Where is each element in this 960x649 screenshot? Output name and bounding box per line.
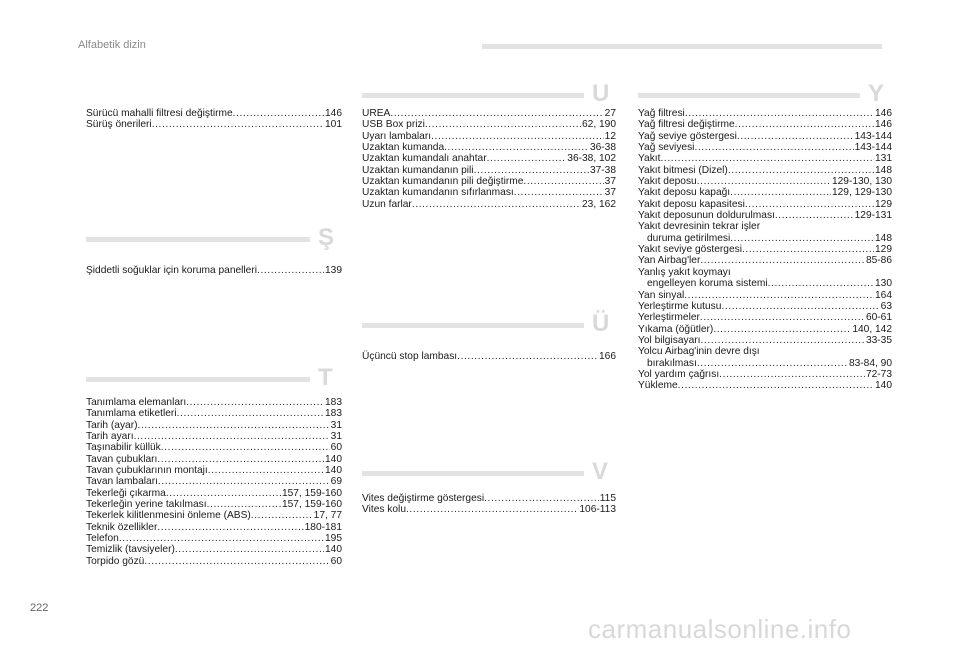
dot-leader bbox=[700, 255, 865, 266]
index-entry bbox=[362, 176, 616, 187]
index-entry-text: Tekerleğin yerine takılması bbox=[86, 499, 207, 511]
dot-leader bbox=[161, 442, 330, 453]
index-entry-page: 36-38, 102 bbox=[567, 153, 616, 165]
dot-leader bbox=[700, 335, 864, 346]
section-header-v bbox=[362, 458, 616, 486]
dot-leader bbox=[431, 131, 604, 142]
dot-leader bbox=[166, 488, 281, 499]
index-entry-page: 36-38 bbox=[589, 142, 616, 154]
index-entry-text: Tarih ayarı bbox=[86, 431, 134, 443]
index-entry bbox=[638, 358, 892, 369]
dot-leader bbox=[175, 544, 324, 555]
index-entry-page: 37-38 bbox=[589, 164, 616, 176]
dot-leader bbox=[412, 199, 581, 210]
index-entry-text: Yakıt bbox=[638, 153, 661, 165]
dot-leader bbox=[157, 454, 324, 465]
index-entry bbox=[362, 199, 616, 210]
index-entry bbox=[638, 255, 892, 266]
index-entry bbox=[86, 454, 342, 465]
index-entry bbox=[86, 499, 342, 510]
index-entry-text: duruma getirilmesi bbox=[647, 232, 731, 244]
section-header-s-cedilla bbox=[86, 224, 342, 252]
index-entry bbox=[638, 199, 892, 210]
section-letter: T bbox=[318, 364, 333, 391]
dot-leader bbox=[768, 278, 874, 289]
dot-leader bbox=[697, 358, 848, 369]
dot-leader bbox=[457, 351, 598, 362]
index-entry bbox=[86, 556, 342, 567]
index-entry-text: Tanımlama etiketleri bbox=[86, 408, 177, 420]
index-entry-page: 140 bbox=[875, 380, 892, 392]
index-entry-page: 140 bbox=[325, 453, 342, 465]
index-entry bbox=[362, 493, 616, 504]
index-entry-text: Uzaktan kumandanın pili bbox=[362, 164, 474, 176]
section-header-y bbox=[638, 80, 892, 108]
section-letter: Y bbox=[868, 80, 885, 107]
index-entry bbox=[362, 108, 616, 119]
index-entry-text: Yerleştirmeler bbox=[638, 312, 700, 324]
index-entry-text: Uzaktan kumandanın pili değiştirme bbox=[362, 176, 524, 188]
index-entry-text: Taşınabilir küllük bbox=[86, 442, 161, 454]
page-number: 222 bbox=[30, 602, 49, 614]
index-entry-page: 140, 142 bbox=[852, 323, 892, 335]
dot-leader bbox=[144, 556, 329, 567]
index-entry-text: Temizlik (tavsiyeler) bbox=[86, 544, 175, 556]
index-entry-text: Yolcu Airbag'inin devre dışı bbox=[638, 346, 760, 358]
header-divider bbox=[482, 44, 882, 49]
index-entry-text: Yağ seviye göstergesi bbox=[638, 130, 737, 142]
index-entry-text: Tavan çubuklarının montajı bbox=[86, 465, 208, 477]
index-entry bbox=[638, 290, 892, 301]
index-entry-page: 31 bbox=[330, 419, 342, 431]
section-letter: Ş bbox=[318, 224, 335, 251]
section-u bbox=[362, 108, 616, 210]
dot-leader bbox=[425, 119, 581, 130]
index-entry-text: Tavan çubukları bbox=[86, 453, 158, 465]
index-entry bbox=[86, 442, 342, 453]
index-entry bbox=[86, 108, 342, 119]
index-entry-text: Tarih (ayar) bbox=[86, 419, 138, 431]
index-entry-page: 164 bbox=[875, 289, 892, 301]
index-entry-text: Yakıt devresinin tekrar işler bbox=[638, 221, 761, 233]
index-entry-page: 131 bbox=[875, 153, 892, 165]
index-entry-text: Teknik özellikler bbox=[86, 521, 158, 533]
index-entry bbox=[638, 142, 892, 153]
dot-leader bbox=[119, 533, 324, 544]
index-entry-text: Sürüş önerileri bbox=[86, 119, 152, 131]
dot-leader bbox=[487, 153, 567, 164]
index-entry-text: Tanımlama elemanları bbox=[86, 397, 187, 408]
index-title: Alfabetik dizin bbox=[78, 39, 146, 51]
index-entry-page: 146 bbox=[325, 108, 342, 119]
index-entry-page: 37 bbox=[604, 187, 616, 199]
index-entry-page: 180-181 bbox=[304, 521, 342, 533]
index-entry-text: Yakıt deposunun doldurulması bbox=[638, 210, 775, 222]
index-entry bbox=[638, 165, 892, 176]
index-entry-text: Yan Airbag'ler bbox=[638, 255, 701, 267]
index-entry-text: Uzun farlar bbox=[362, 198, 412, 210]
section-divider bbox=[638, 93, 860, 98]
dot-leader bbox=[207, 499, 281, 510]
index-entry-page: 140 bbox=[325, 544, 342, 556]
index-entry-page: 85-86 bbox=[865, 255, 892, 267]
index-entry bbox=[86, 397, 342, 408]
dot-leader bbox=[523, 176, 603, 187]
dot-leader bbox=[694, 142, 853, 153]
index-entry-page: 37 bbox=[604, 176, 616, 188]
index-entry-text: Uzaktan kumanda bbox=[362, 142, 445, 154]
index-entry-page: 69 bbox=[330, 476, 342, 488]
index-entry-page: 146 bbox=[875, 108, 892, 119]
dot-leader bbox=[685, 108, 874, 119]
index-entry-page: 143-144 bbox=[854, 130, 892, 142]
index-entry-page: 23, 162 bbox=[582, 198, 616, 210]
index-entry-text: engelleyen koruma sistemi bbox=[647, 278, 768, 290]
dot-leader bbox=[678, 380, 874, 391]
index-entry bbox=[86, 510, 342, 521]
index-entry bbox=[86, 119, 342, 130]
index-entry-text: Üçüncü stop lambası bbox=[362, 351, 458, 362]
dot-leader bbox=[728, 165, 874, 176]
index-entry-page: 143-144 bbox=[854, 142, 892, 154]
dot-leader bbox=[697, 176, 831, 187]
dot-leader bbox=[713, 324, 851, 335]
dot-leader bbox=[730, 187, 831, 198]
dot-leader bbox=[719, 369, 865, 380]
index-entry-page: 140 bbox=[325, 465, 342, 477]
index-entry-page: 115 bbox=[599, 493, 616, 504]
section-y bbox=[638, 108, 892, 392]
index-entry bbox=[362, 119, 616, 130]
index-entry-page: 129 bbox=[875, 244, 892, 256]
index-entry-text: bırakılması bbox=[647, 357, 697, 369]
dot-leader bbox=[390, 108, 603, 119]
index-entry-text: Yakıt deposu bbox=[638, 176, 697, 188]
index-entry bbox=[638, 278, 892, 289]
index-entry-text: Yan sinyal bbox=[638, 289, 685, 301]
index-entry bbox=[638, 210, 892, 221]
index-entry bbox=[86, 533, 342, 544]
index-entry bbox=[638, 233, 892, 244]
index-entry bbox=[638, 153, 892, 164]
index-entry-page: 31 bbox=[330, 431, 342, 443]
section-divider bbox=[86, 237, 310, 242]
dot-leader bbox=[721, 301, 879, 312]
index-entry-text: Yol yardım çağrısı bbox=[638, 368, 720, 380]
index-entry-page: 130 bbox=[875, 278, 892, 290]
index-entry-page: 195 bbox=[325, 533, 342, 545]
dot-leader bbox=[514, 187, 604, 198]
dot-leader bbox=[684, 290, 874, 301]
index-entry bbox=[638, 176, 892, 187]
index-entry-text: Sürücü mahalli filtresi değiştirme bbox=[86, 108, 233, 119]
index-entry-page: 101 bbox=[325, 119, 342, 131]
index-entry-page: 33-35 bbox=[865, 334, 892, 346]
dot-leader bbox=[735, 119, 874, 130]
index-entry-text: UREA bbox=[362, 108, 391, 119]
section-header-u-umlaut bbox=[362, 310, 616, 338]
dot-leader bbox=[251, 510, 313, 521]
index-entry bbox=[362, 504, 616, 515]
index-entry-text: Yanlış yakıt koymayı bbox=[638, 266, 731, 278]
dot-leader bbox=[134, 431, 330, 442]
index-entry bbox=[86, 522, 342, 533]
index-entry bbox=[638, 312, 892, 323]
dot-leader bbox=[157, 522, 303, 533]
index-entry-page: 60 bbox=[330, 442, 342, 454]
dot-leader bbox=[152, 119, 324, 130]
dot-leader bbox=[745, 199, 874, 210]
index-entry bbox=[86, 420, 342, 431]
index-entry-page: 183 bbox=[325, 408, 342, 420]
index-entry bbox=[638, 187, 892, 198]
section-header-u bbox=[362, 80, 616, 108]
index-entry bbox=[638, 380, 892, 391]
index-entry-page: 129-130, 130 bbox=[831, 176, 892, 188]
index-entry bbox=[362, 351, 616, 362]
index-entry-page: 148 bbox=[875, 164, 892, 176]
index-entry-text: Tekerlek kilitlenmesini önleme (ABS) bbox=[86, 510, 251, 522]
section-header-t bbox=[86, 364, 342, 392]
index-entry-page: 183 bbox=[325, 397, 342, 408]
index-entry bbox=[362, 187, 616, 198]
index-entry-text: Şiddetli soğuklar için koruma panelleri bbox=[86, 265, 258, 276]
index-entry-page: 72-73 bbox=[865, 368, 892, 380]
index-entry-text: Uzaktan kumandanın sıfırlanması bbox=[362, 187, 514, 199]
index-entry bbox=[638, 108, 892, 119]
index-entry bbox=[86, 408, 342, 419]
section-divider bbox=[86, 377, 310, 382]
index-entry bbox=[638, 301, 892, 312]
index-entry-page: 129, 129-130 bbox=[831, 187, 892, 199]
index-entry bbox=[362, 153, 616, 164]
dot-leader bbox=[484, 493, 599, 504]
section-divider bbox=[362, 93, 584, 98]
index-entry bbox=[638, 244, 892, 255]
index-entry-text: Torpido gözü bbox=[86, 555, 145, 567]
index-entry-page: 63 bbox=[880, 300, 892, 312]
index-entry-page: 106-113 bbox=[579, 504, 616, 516]
index-entry-text: Yağ filtresi bbox=[638, 108, 685, 119]
index-entry-text: Telefon bbox=[86, 533, 119, 545]
index-entry-page: 157, 159-160 bbox=[281, 499, 342, 511]
index-entry-text: Uzaktan kumandalı anahtar bbox=[362, 153, 487, 165]
index-entry-text: USB Box prizi bbox=[362, 119, 425, 131]
dot-leader bbox=[730, 233, 874, 244]
index-entry bbox=[638, 131, 892, 142]
index-entry-text: Yakıt bitmesi (Dizel) bbox=[638, 164, 728, 176]
index-entry-text: Yerleştirme kutusu bbox=[638, 300, 722, 312]
index-entry-text: Yakıt deposu kapasitesi bbox=[638, 198, 745, 210]
index-entry-page: 60-61 bbox=[865, 312, 892, 324]
section-s-cedilla bbox=[86, 265, 342, 276]
dot-leader bbox=[737, 131, 854, 142]
index-entry bbox=[362, 131, 616, 142]
index-entry bbox=[638, 369, 892, 380]
dot-leader bbox=[700, 312, 865, 323]
section-s bbox=[86, 108, 342, 131]
index-entry-text: Yakıt seviye göstergesi bbox=[638, 244, 742, 256]
index-entry-page: 27 bbox=[604, 108, 616, 119]
index-entry-page: 17, 77 bbox=[313, 510, 342, 522]
index-entry bbox=[86, 476, 342, 487]
index-entry bbox=[86, 431, 342, 442]
dot-leader bbox=[406, 504, 578, 515]
section-u-umlaut bbox=[362, 351, 616, 362]
index-entry-page: 129-131 bbox=[854, 210, 892, 222]
index-entry-text: Yol bilgisayarı bbox=[638, 334, 701, 346]
index-entry bbox=[638, 119, 892, 130]
dot-leader bbox=[660, 153, 874, 164]
dot-leader bbox=[742, 244, 874, 255]
index-entry-text: Yakıt deposu kapağı bbox=[638, 187, 731, 199]
dot-leader bbox=[444, 142, 589, 153]
section-divider bbox=[362, 471, 584, 476]
index-entry-page: 12 bbox=[604, 130, 616, 142]
index-entry-text: Vites kolu bbox=[362, 504, 406, 516]
dot-leader bbox=[158, 476, 330, 487]
index-entry-page: 129 bbox=[875, 198, 892, 210]
section-letter: Ü bbox=[592, 310, 610, 337]
index-entry-text: Yükleme bbox=[638, 380, 678, 392]
index-entry-text: Tavan lambaları bbox=[86, 476, 158, 488]
dot-leader bbox=[233, 108, 324, 119]
section-letter: V bbox=[592, 458, 609, 485]
index-entry bbox=[638, 324, 892, 335]
index-entry-page: 60 bbox=[330, 555, 342, 567]
index-entry-text: Tekerleği çıkarma bbox=[86, 487, 166, 499]
dot-leader bbox=[177, 408, 324, 419]
index-entry bbox=[638, 335, 892, 346]
index-entry bbox=[362, 165, 616, 176]
index-entry-page: 148 bbox=[875, 232, 892, 244]
dot-leader bbox=[474, 165, 589, 176]
index-entry-text: Vites değiştirme göstergesi bbox=[362, 493, 485, 504]
dot-leader bbox=[138, 420, 330, 431]
index-entry bbox=[86, 488, 342, 499]
index-entry bbox=[86, 465, 342, 476]
dot-leader bbox=[186, 397, 324, 408]
index-entry-page: 157, 159-160 bbox=[281, 487, 342, 499]
index-entry-text: Yağ seviyesi bbox=[638, 142, 695, 154]
index-entry-page: 166 bbox=[599, 351, 616, 362]
section-t bbox=[86, 397, 342, 567]
index-entry-text: Uyarı lambaları bbox=[362, 130, 432, 142]
dot-leader bbox=[775, 210, 854, 221]
index-entry-page: 83-84, 90 bbox=[848, 357, 892, 369]
index-entry-page: 146 bbox=[875, 119, 892, 131]
index-entry bbox=[86, 544, 342, 555]
index-entry-page: 62, 190 bbox=[582, 119, 616, 131]
index-entry-page: 139 bbox=[325, 265, 342, 276]
dot-leader bbox=[257, 265, 324, 276]
watermark: carmanualsonline.info bbox=[588, 614, 852, 644]
section-letter: U bbox=[592, 80, 610, 107]
index-entry bbox=[86, 265, 342, 276]
index-entry bbox=[362, 142, 616, 153]
dot-leader bbox=[208, 465, 324, 476]
index-entry-text: Yıkama (öğütler) bbox=[638, 323, 714, 335]
section-divider bbox=[362, 323, 584, 328]
index-entry-text: Yağ filtresi değiştirme bbox=[638, 119, 735, 131]
section-v bbox=[362, 493, 616, 516]
